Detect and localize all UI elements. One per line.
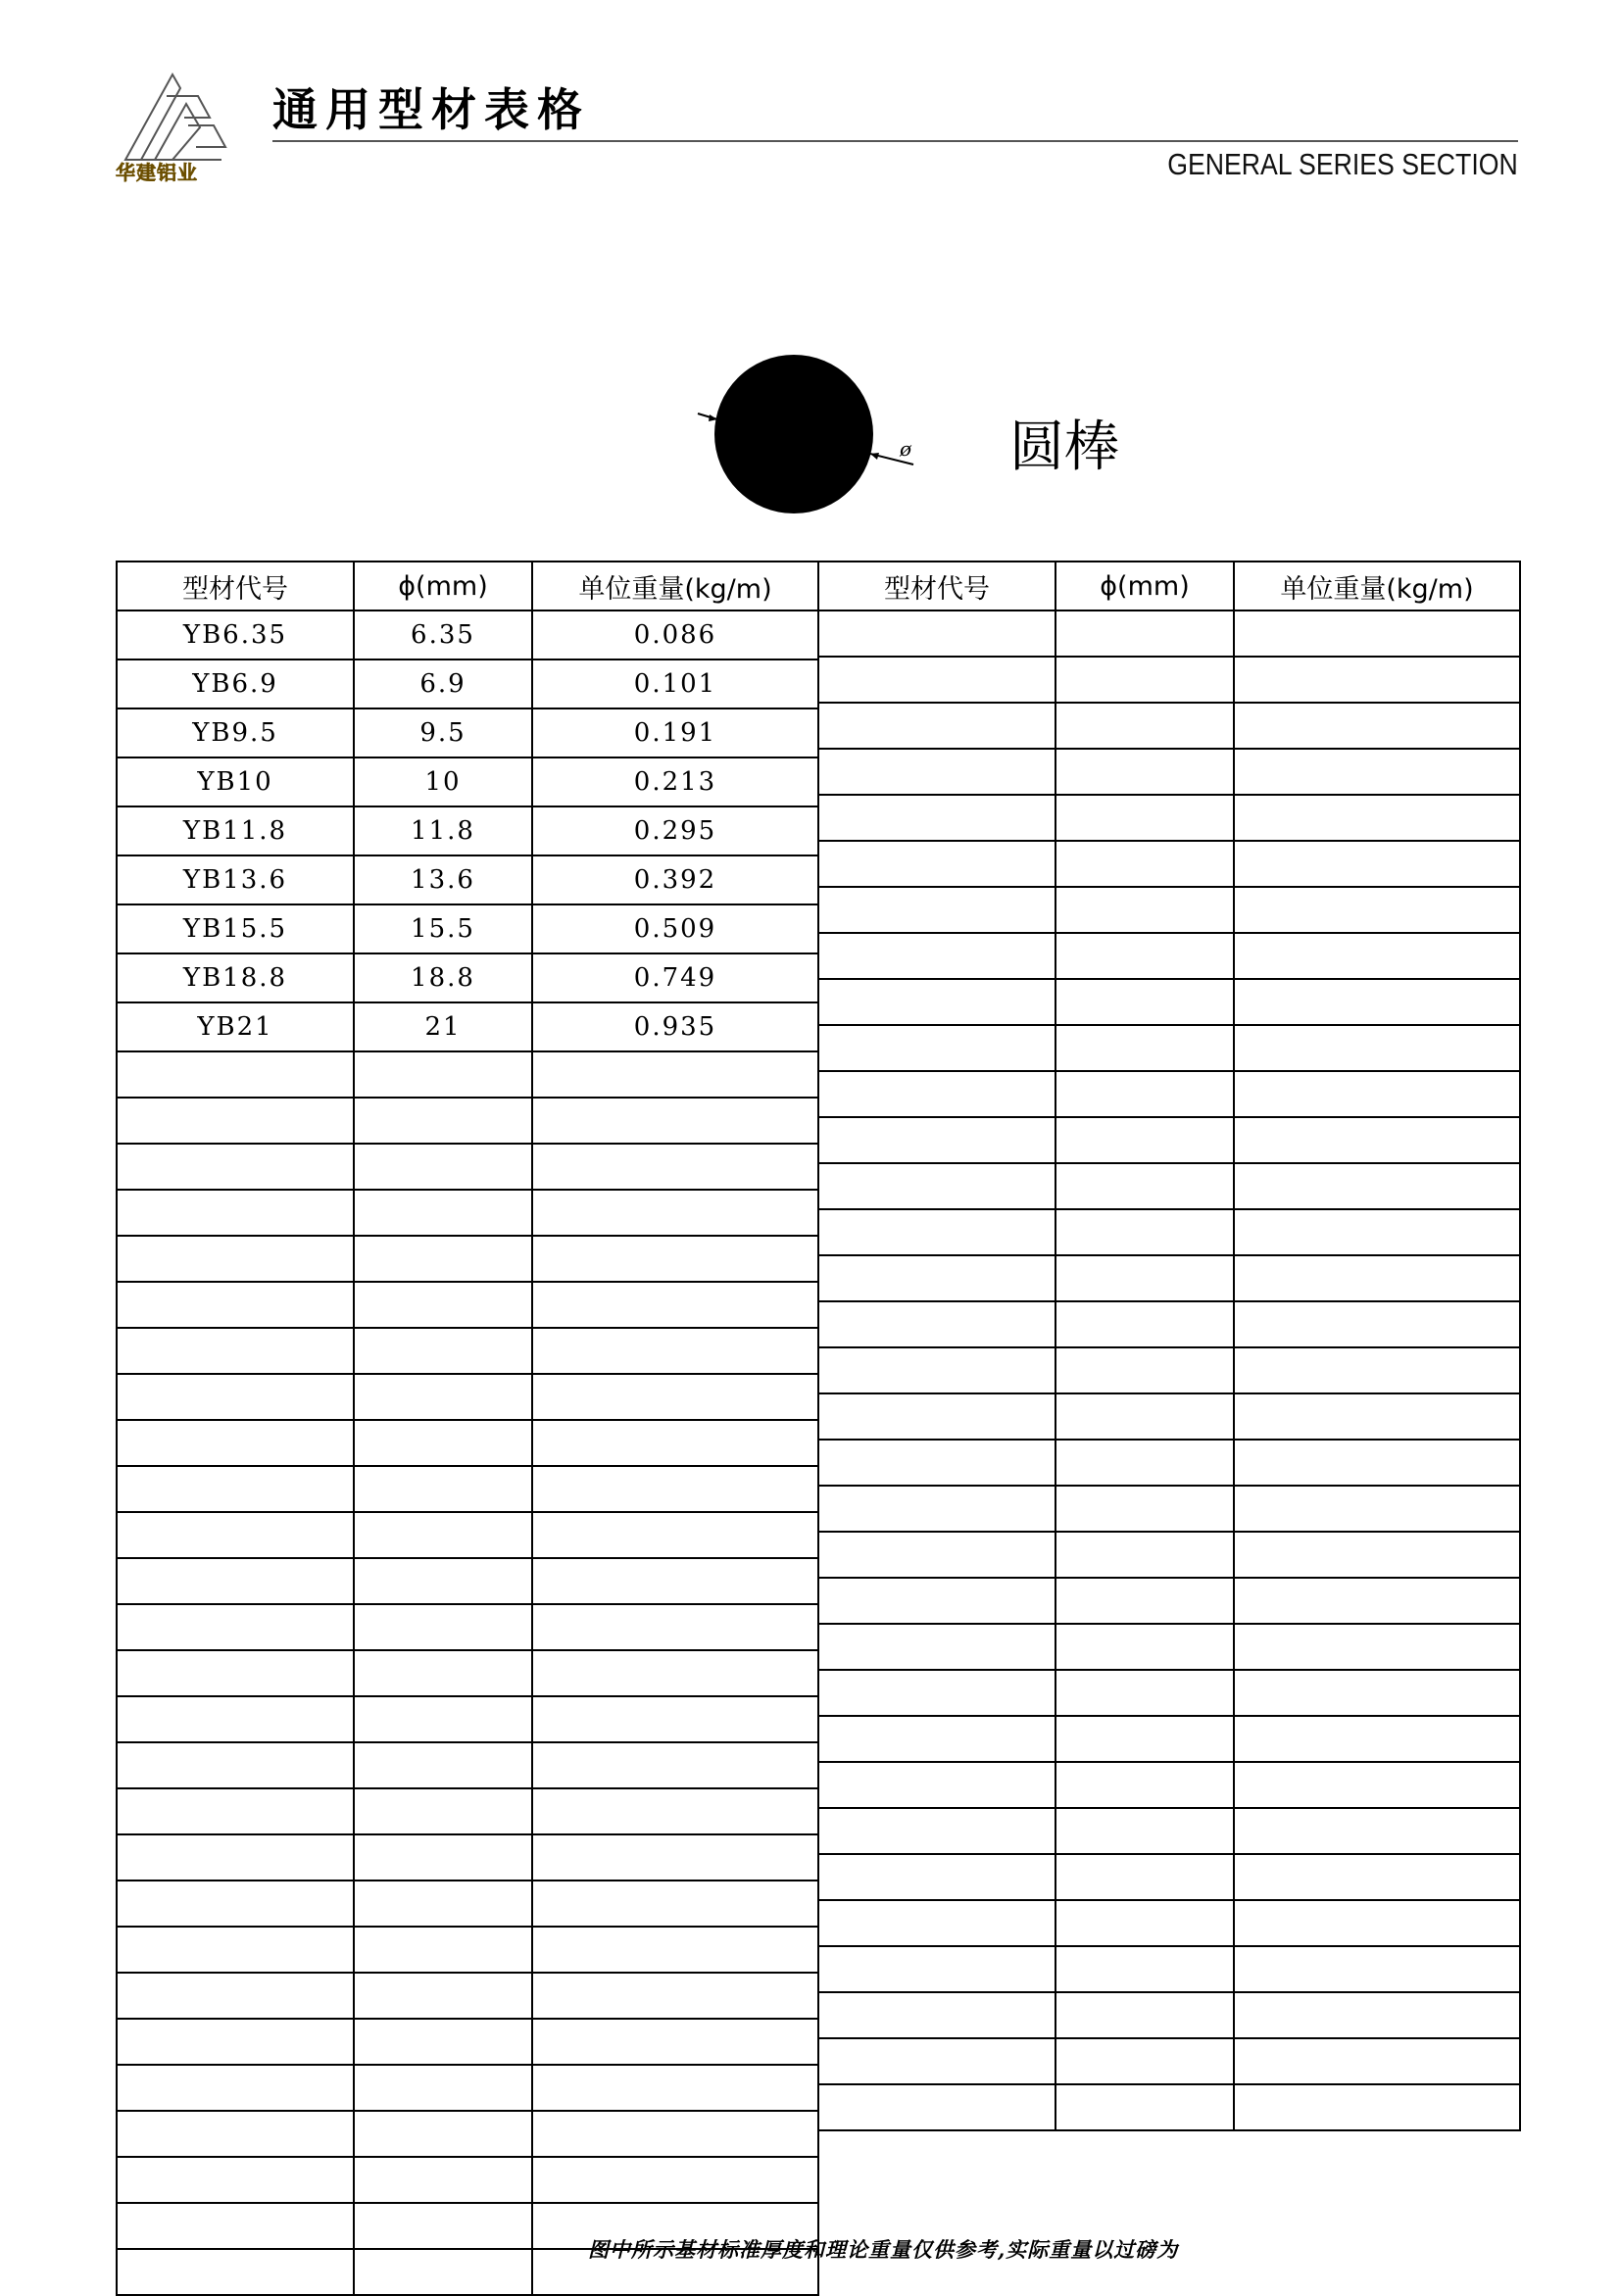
profile-code-cell: YB6.9 [117,659,354,708]
empty-cell [354,1512,532,1558]
empty-table-row [818,1716,1520,1762]
header-unit-weight: 单位重量(kg/m) [1234,562,1520,611]
empty-cell [532,2065,818,2111]
empty-cell [532,1834,818,1881]
empty-table-row [818,979,1520,1025]
round-bar-section-figure [686,343,941,529]
empty-cell [1055,1992,1234,2038]
empty-table-row [818,1670,1520,1716]
empty-table-row [818,1117,1520,1163]
empty-cell [532,1512,818,1558]
empty-cell [117,2019,354,2065]
empty-cell [1055,703,1234,749]
empty-table-row [818,1992,1520,2038]
empty-cell [1055,1486,1234,1532]
empty-table-row [117,1604,818,1650]
empty-cell [818,1486,1055,1532]
empty-table-row [117,2065,818,2111]
empty-cell [354,1788,532,1834]
empty-cell [818,795,1055,841]
empty-cell [532,1973,818,2019]
empty-cell [117,1466,354,1512]
table-row [117,611,818,659]
empty-cell [117,1512,354,1558]
empty-cell [818,1716,1055,1762]
empty-cell [354,1374,532,1420]
empty-cell [532,2019,818,2065]
empty-cell [1234,2084,1520,2130]
header-diameter: ϕ(mm) [354,562,532,611]
diameter-symbol: ø [900,437,912,461]
empty-cell [117,2157,354,2203]
empty-cell [818,1670,1055,1716]
empty-table-row [117,1144,818,1190]
diameter-cell: 6.35 [354,611,532,659]
empty-cell [354,1742,532,1788]
profile-code-cell: YB18.8 [117,953,354,1002]
table-row [117,708,818,757]
empty-cell [117,1236,354,1282]
empty-cell [117,2065,354,2111]
empty-cell [354,1558,532,1604]
empty-table-row [818,1762,1520,1808]
empty-cell [1055,1071,1234,1117]
empty-cell [1234,1301,1520,1347]
empty-cell [117,1696,354,1742]
empty-table-row [117,1051,818,1098]
empty-cell [532,1927,818,1973]
empty-cell [354,1190,532,1236]
page-title: 通用型材表格 [272,83,590,136]
empty-cell [117,1881,354,1927]
empty-cell [1055,1117,1234,1163]
empty-cell [1055,657,1234,703]
empty-cell [354,1881,532,1927]
empty-cell [818,979,1055,1025]
empty-cell [818,1071,1055,1117]
empty-cell [1234,1071,1520,1117]
empty-cell [1234,1992,1520,2038]
profile-code-cell: YB9.5 [117,708,354,757]
profile-code-cell: YB11.8 [117,806,354,855]
diameter-cell: 15.5 [354,904,532,953]
header-profile-code: 型材代号 [818,562,1055,611]
profile-table-right [817,561,1521,2131]
empty-cell [818,1946,1055,1992]
empty-table-row [818,749,1520,795]
unit-weight-cell: 0.086 [532,611,818,659]
empty-cell [1055,1255,1234,1301]
empty-cell [1055,1440,1234,1486]
profile-name: 圆棒 [1009,415,1119,479]
empty-cell [117,1282,354,1328]
empty-table-row [117,1788,818,1834]
empty-cell [117,1788,354,1834]
empty-cell [818,1440,1055,1486]
empty-cell [354,1696,532,1742]
empty-cell [1234,749,1520,795]
empty-cell [1234,657,1520,703]
header-profile-code: 型材代号 [117,562,354,611]
diameter-cell: 18.8 [354,953,532,1002]
empty-cell [818,657,1055,703]
empty-cell [818,1393,1055,1440]
empty-cell [1055,749,1234,795]
diameter-cell: 9.5 [354,708,532,757]
empty-cell [818,1808,1055,1854]
unit-weight-cell: 0.935 [532,1002,818,1051]
empty-table-row [117,1466,818,1512]
empty-cell [117,1927,354,1973]
empty-cell [818,1762,1055,1808]
empty-cell [1055,1025,1234,1071]
empty-cell [1234,1578,1520,1624]
table-header-row [117,562,818,611]
empty-cell [354,1051,532,1098]
empty-cell [1234,795,1520,841]
empty-cell [1055,1347,1234,1393]
header-diameter: ϕ(mm) [1055,562,1234,611]
table-row [117,659,818,708]
empty-cell [117,1190,354,1236]
unit-weight-cell: 0.101 [532,659,818,708]
empty-cell [1055,1578,1234,1624]
empty-cell [818,1025,1055,1071]
empty-table-row [117,2019,818,2065]
empty-table-row [117,1881,818,1927]
empty-cell [117,1144,354,1190]
empty-table-row [818,1900,1520,1946]
empty-cell [354,1973,532,2019]
empty-cell [1055,933,1234,979]
empty-cell [818,1347,1055,1393]
empty-cell [818,841,1055,887]
unit-weight-cell: 0.213 [532,757,818,806]
empty-table-row [818,657,1520,703]
empty-table-row [117,1328,818,1374]
empty-cell [354,2111,532,2157]
empty-cell [354,1144,532,1190]
empty-cell [1234,933,1520,979]
empty-table-row [818,1255,1520,1301]
empty-cell [818,1255,1055,1301]
empty-table-row [818,1163,1520,1209]
empty-cell [354,1282,532,1328]
empty-cell [1055,1670,1234,1716]
empty-table-row [117,1512,818,1558]
empty-cell [1055,611,1234,657]
empty-cell [532,1604,818,1650]
empty-cell [532,1742,818,1788]
empty-table-row [117,1696,818,1742]
diameter-cell: 13.6 [354,855,532,904]
empty-cell [1234,1670,1520,1716]
empty-cell [117,2111,354,2157]
empty-cell [354,2065,532,2111]
empty-cell [1055,841,1234,887]
empty-table-row [818,1624,1520,1670]
empty-cell [117,1374,354,1420]
empty-cell [818,2038,1055,2084]
empty-cell [1234,611,1520,657]
empty-table-row [818,1071,1520,1117]
profile-code-cell: YB6.35 [117,611,354,659]
empty-table-row [117,1742,818,1788]
empty-cell [1234,1393,1520,1440]
empty-cell [117,1604,354,1650]
empty-cell [354,1604,532,1650]
empty-cell [354,1098,532,1144]
header-divider [272,140,1518,142]
empty-cell [117,1558,354,1604]
unit-weight-cell: 0.749 [532,953,818,1002]
empty-table-row [117,2111,818,2157]
empty-cell [1055,1163,1234,1209]
empty-cell [1055,1808,1234,1854]
empty-cell [1234,1209,1520,1255]
profile-code-cell: YB15.5 [117,904,354,953]
empty-cell [1055,2084,1234,2130]
empty-cell [1055,795,1234,841]
table-row [117,806,818,855]
empty-table-row [818,1347,1520,1393]
empty-cell [532,1650,818,1696]
empty-table-row [818,2038,1520,2084]
empty-cell [117,1973,354,2019]
footnote: 图中所示基材标准厚度和理论重量仅供参考,实际重量以过磅为 [588,2237,1179,2262]
empty-cell [818,2084,1055,2130]
empty-cell [354,1236,532,1282]
empty-cell [532,1696,818,1742]
empty-table-row [818,1854,1520,1900]
empty-cell [818,1578,1055,1624]
empty-cell [1055,1209,1234,1255]
diameter-cell: 21 [354,1002,532,1051]
empty-cell [1055,1900,1234,1946]
empty-cell [818,1163,1055,1209]
empty-cell [1234,887,1520,933]
empty-cell [354,2157,532,2203]
empty-cell [117,1650,354,1696]
empty-cell [1234,1025,1520,1071]
empty-cell [354,2019,532,2065]
profile-code-cell: YB21 [117,1002,354,1051]
empty-cell [354,1834,532,1881]
empty-table-row [818,841,1520,887]
empty-table-row [117,1098,818,1144]
empty-cell [1234,841,1520,887]
empty-cell [1055,1301,1234,1347]
page-subtitle: GENERAL SERIES SECTION [1167,147,1518,181]
empty-table-row [818,1393,1520,1440]
empty-cell [1055,1946,1234,1992]
empty-cell [818,1624,1055,1670]
empty-table-row [818,611,1520,657]
empty-table-row [818,703,1520,749]
table-row [117,1002,818,1051]
empty-cell [1234,1347,1520,1393]
empty-cell [117,1834,354,1881]
empty-cell [1055,1624,1234,1670]
empty-cell [117,2249,354,2295]
header-unit-weight: 单位重量(kg/m) [532,562,818,611]
empty-cell [1234,1854,1520,1900]
empty-cell [532,1144,818,1190]
empty-cell [117,1328,354,1374]
empty-table-row [818,1808,1520,1854]
empty-table-row [818,2084,1520,2130]
empty-table-row [117,1558,818,1604]
empty-cell [117,1420,354,1466]
empty-cell [354,2249,532,2295]
empty-table-row [818,933,1520,979]
empty-cell [818,749,1055,795]
table-header-row [818,562,1520,611]
empty-cell [818,1532,1055,1578]
unit-weight-cell: 0.392 [532,855,818,904]
empty-cell [1055,887,1234,933]
unit-weight-cell: 0.191 [532,708,818,757]
profile-table-left [116,561,819,2296]
profile-code-cell: YB10 [117,757,354,806]
empty-cell [532,1190,818,1236]
table-row [117,757,818,806]
empty-cell [1055,2038,1234,2084]
empty-cell [1234,1117,1520,1163]
empty-cell [1055,1716,1234,1762]
empty-cell [532,1098,818,1144]
empty-cell [532,1788,818,1834]
empty-cell [354,1420,532,1466]
empty-cell [1234,1808,1520,1854]
empty-table-row [818,1578,1520,1624]
empty-cell [532,1374,818,1420]
empty-cell [117,1098,354,1144]
empty-table-row [818,1946,1520,1992]
empty-cell [117,1742,354,1788]
empty-cell [1234,703,1520,749]
empty-table-row [117,1236,818,1282]
empty-cell [1055,979,1234,1025]
empty-cell [1234,1440,1520,1486]
empty-cell [532,1881,818,1927]
empty-table-row [117,1927,818,1973]
empty-cell [1234,1532,1520,1578]
empty-table-row [818,1532,1520,1578]
empty-cell [532,1466,818,1512]
diameter-cell: 11.8 [354,806,532,855]
empty-cell [1234,1486,1520,1532]
company-logo-text: 华建铝业 [116,161,198,184]
empty-cell [532,1420,818,1466]
unit-weight-cell: 0.295 [532,806,818,855]
empty-cell [354,1466,532,1512]
empty-cell [1234,979,1520,1025]
empty-cell [532,1328,818,1374]
empty-cell [1055,1762,1234,1808]
empty-cell [1055,1532,1234,1578]
empty-cell [818,1854,1055,1900]
empty-cell [532,1558,818,1604]
unit-weight-cell: 0.509 [532,904,818,953]
empty-cell [818,1301,1055,1347]
empty-cell [1234,1946,1520,1992]
empty-cell [818,611,1055,657]
empty-table-row [117,1374,818,1420]
empty-table-row [117,1973,818,2019]
empty-cell [532,2157,818,2203]
empty-cell [532,2111,818,2157]
empty-cell [818,1209,1055,1255]
empty-cell [1234,1900,1520,1946]
empty-cell [1234,1762,1520,1808]
empty-cell [1234,1163,1520,1209]
empty-cell [1234,1716,1520,1762]
empty-cell [1234,1255,1520,1301]
empty-table-row [117,1282,818,1328]
empty-table-row [117,1650,818,1696]
empty-table-row [117,2157,818,2203]
empty-cell [354,2203,532,2249]
empty-cell [1055,1854,1234,1900]
empty-cell [1234,1624,1520,1670]
empty-cell [818,933,1055,979]
empty-cell [818,887,1055,933]
empty-table-row [818,1486,1520,1532]
table-row [117,904,818,953]
empty-cell [117,1051,354,1098]
empty-table-row [818,1440,1520,1486]
empty-cell [818,1117,1055,1163]
empty-cell [354,1650,532,1696]
empty-table-row [818,887,1520,933]
empty-cell [117,2203,354,2249]
empty-table-row [117,1834,818,1881]
empty-table-row [818,1209,1520,1255]
diameter-cell: 10 [354,757,532,806]
empty-cell [1234,2038,1520,2084]
empty-table-row [117,1420,818,1466]
table-row [117,855,818,904]
empty-cell [354,1927,532,1973]
empty-cell [818,703,1055,749]
diameter-cell: 6.9 [354,659,532,708]
empty-cell [818,1992,1055,2038]
empty-table-row [117,1190,818,1236]
empty-table-row [818,1025,1520,1071]
empty-cell [532,1282,818,1328]
empty-cell [532,1051,818,1098]
empty-cell [532,1236,818,1282]
empty-table-row [818,795,1520,841]
table-row [117,953,818,1002]
profile-code-cell: YB13.6 [117,855,354,904]
empty-cell [354,1328,532,1374]
empty-cell [818,1900,1055,1946]
empty-cell [1055,1393,1234,1440]
empty-table-row [818,1301,1520,1347]
